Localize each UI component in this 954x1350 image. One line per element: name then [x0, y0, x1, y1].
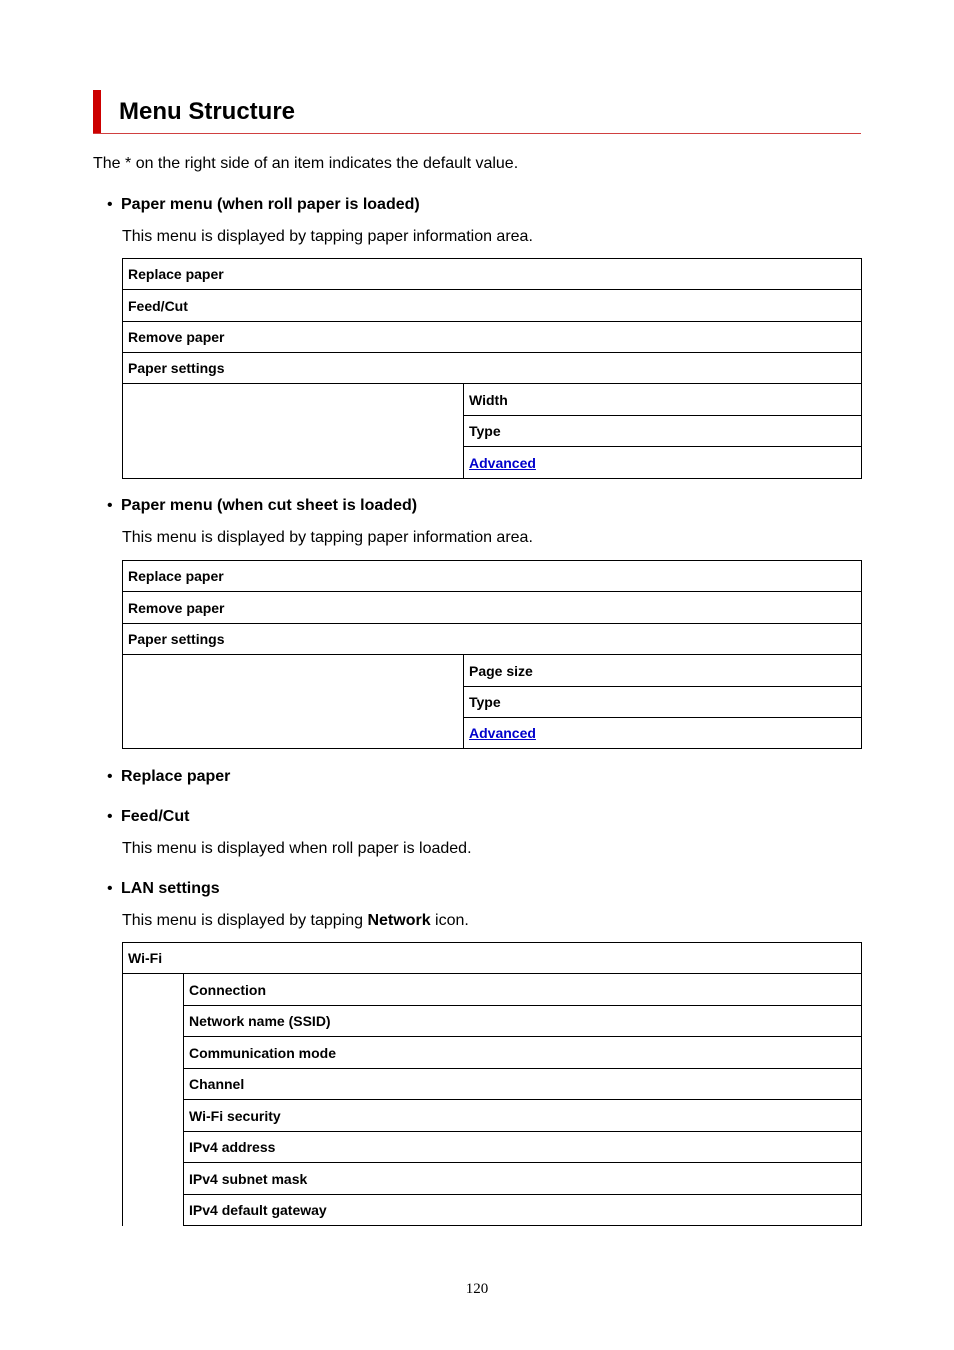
submenu-item-type: Type	[464, 416, 862, 447]
section-desc-roll: This menu is displayed by tapping paper information area.	[122, 228, 533, 245]
submenu-item-network-name: Network name (SSID)	[184, 1006, 862, 1037]
menu-item-remove-paper: Remove paper	[123, 592, 862, 624]
section-desc-feed: This menu is displayed when roll paper is loaded.	[122, 840, 472, 857]
submenu-item-wifi-security: Wi-Fi security	[184, 1100, 862, 1132]
intro-note: The * on the right side of an item indicates the default value.	[93, 155, 519, 172]
bullet-icon: •	[107, 880, 113, 897]
bullet-icon: •	[107, 808, 113, 825]
section-heading-feed: • Feed/Cut	[107, 808, 190, 825]
submenu-item-type: Type	[464, 687, 862, 718]
section-desc-cut: This menu is displayed by tapping paper information area.	[122, 529, 533, 546]
menu-table-cut	[122, 560, 862, 749]
submenu-item-communication-mode: Communication mode	[184, 1037, 862, 1069]
submenu-item-ipv4-default-gateway: IPv4 default gateway	[184, 1195, 862, 1226]
page-title: Menu Structure	[119, 98, 296, 125]
submenu-item-width: Width	[464, 384, 862, 416]
menu-item-feed-cut: Feed/Cut	[123, 290, 862, 322]
bullet-icon: •	[107, 196, 113, 213]
advanced-link[interactable]: Advanced	[469, 454, 536, 471]
advanced-link[interactable]: Advanced	[469, 725, 536, 741]
section-heading-roll: • Paper menu (when roll paper is loaded)	[107, 196, 420, 213]
menu-item-replace-paper: Replace paper	[123, 561, 862, 592]
submenu-item-channel: Channel	[184, 1069, 862, 1100]
network-icon-label: Network	[367, 912, 431, 929]
menu-item-wifi: Wi-Fi	[123, 943, 862, 974]
page-heading	[93, 90, 861, 134]
submenu-item-advanced	[464, 447, 862, 479]
bullet-icon: •	[107, 497, 113, 514]
submenu-item-ipv4-subnet-mask: IPv4 subnet mask	[184, 1163, 862, 1195]
section-heading-replace: • Replace paper	[107, 768, 231, 785]
menu-item-paper-settings: Paper settings	[123, 624, 862, 655]
section-heading-lan: • LAN settings	[107, 880, 220, 897]
page-number: 120	[465, 1281, 489, 1297]
menu-item-remove-paper: Remove paper	[123, 322, 862, 353]
submenu-item-page-size: Page size	[464, 655, 862, 687]
bullet-icon: •	[107, 768, 113, 785]
menu-item-paper-settings: Paper settings	[123, 353, 862, 384]
indent-cell	[123, 974, 184, 1226]
menu-table-roll	[122, 258, 862, 479]
indent-cell	[123, 655, 464, 749]
submenu-item-connection: Connection	[184, 974, 862, 1006]
submenu-item-advanced	[464, 718, 862, 749]
indent-cell	[123, 384, 464, 479]
section-desc-lan: This menu is displayed by tapping Network icon.	[122, 912, 469, 929]
submenu-item-ipv4-address: IPv4 address	[184, 1132, 862, 1163]
section-heading-cut: • Paper menu (when cut sheet is loaded)	[107, 497, 418, 514]
heading-accent-bar	[93, 90, 101, 133]
menu-table-lan	[122, 942, 862, 1226]
menu-item-replace-paper: Replace paper	[123, 259, 862, 290]
